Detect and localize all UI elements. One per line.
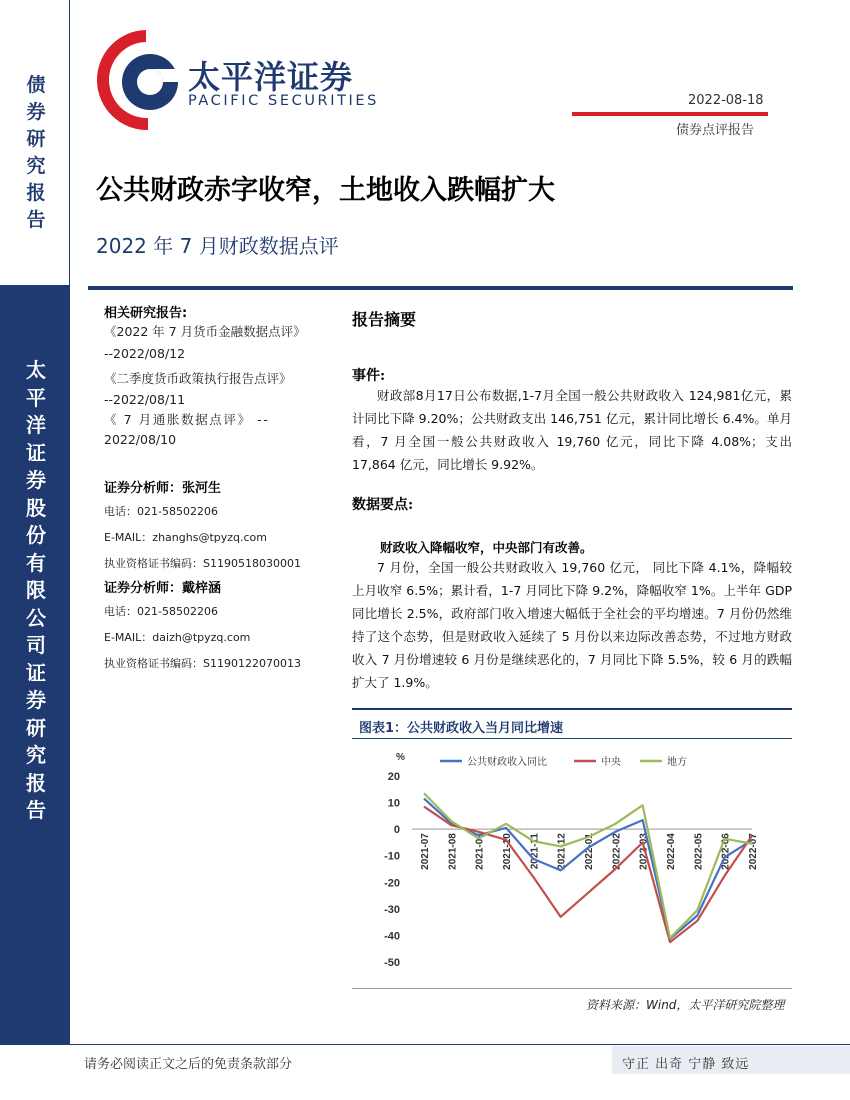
chart-xtick-label: 2021-10 <box>502 833 513 870</box>
date-divider <box>572 112 768 116</box>
chart-xtick-label: 2022-04 <box>666 833 677 870</box>
chart-legend-label: 地方 <box>667 757 687 768</box>
event-heading: 事件: <box>352 368 386 384</box>
chart-xtick-label: 2022-03 <box>638 833 650 870</box>
related-reports-heading: 相关研究报告: <box>104 306 188 321</box>
related-report-item: 《 7 月通胀数据点评》 -- <box>104 412 270 427</box>
chart-xtick-label: 2022-01 <box>584 833 595 870</box>
analyst-2-title: 证券分析师：戴梓涵 <box>104 581 222 596</box>
chart-xtick-label: 2022-07 <box>748 833 759 870</box>
related-report-date: --2022/08/11 <box>104 392 186 407</box>
page-title: 公共财政赤字收窄，土地收入跌幅扩大 <box>96 175 555 206</box>
chart-legend-label: 公共财政收入同比 <box>467 757 547 768</box>
analyst-2-phone: 电话：021-58502206 <box>104 605 218 618</box>
data-points-heading: 数据要点: <box>352 497 414 513</box>
chart-ytick-label: 0 <box>393 824 400 837</box>
related-report-date: --2022/08/12 <box>104 346 186 361</box>
sidebar-company-label: 太平洋证券股份有限公司证券研究报告 <box>26 358 46 822</box>
figure-bottom-rule <box>352 988 792 989</box>
figure-title: 图表1：公共财政收入当月同比增速 <box>359 721 564 736</box>
point-title: 财政收入降幅收窄，中央部门有改善。 <box>380 540 593 555</box>
figure-title-rule <box>352 738 792 739</box>
analyst-2-cert: 执业资格证书编码：S1190122070013 <box>104 657 301 670</box>
title-divider <box>88 286 793 290</box>
analyst-2-email: E-MAIL：daizh@tpyzq.com <box>104 631 251 644</box>
summary-heading: 报告摘要 <box>352 310 417 329</box>
chart-ytick-label: 10 <box>387 797 400 810</box>
analyst-1-title: 证券分析师：张河生 <box>104 481 222 496</box>
company-motto: 守正 出奇 宁静 致远 <box>622 1057 750 1072</box>
analyst-1-email: E-MAIL：zhanghs@tpyzq.com <box>104 531 268 544</box>
chart-ylabel: % <box>396 752 405 763</box>
chart-xtick-label: 2022-02 <box>611 833 623 870</box>
chart-xtick-label: 2021-12 <box>556 833 568 870</box>
figure-top-rule <box>352 708 792 710</box>
chart-xtick-label: 2022-05 <box>693 833 705 870</box>
chart-xtick-label: 2021-11 <box>529 833 541 870</box>
chart-ytick-label: -40 <box>384 930 400 943</box>
analyst-1-phone: 电话：021-58502206 <box>104 505 218 518</box>
related-report-item: 《二季度货币政策执行报告点评》 <box>104 371 292 386</box>
related-report-item: 《2022 年 7 月货币金融数据点评》 <box>104 324 306 339</box>
chart-ytick-label: -30 <box>384 903 400 916</box>
sidebar-report-category: 债券研究报告 <box>26 74 46 231</box>
figure-source: 资料来源：Wind，太平洋研究院整理 <box>586 998 785 1012</box>
brand-name-cn: 太平洋证券 <box>188 58 354 96</box>
page-subtitle: 2022 年 7 月财政数据点评 <box>96 234 339 258</box>
chart-ytick-label: -20 <box>384 877 400 890</box>
sidebar-top <box>0 0 70 285</box>
sidebar-bottom <box>0 285 70 1045</box>
chart-xtick-label: 2021-07 <box>420 833 431 870</box>
chart-ytick-label: -10 <box>384 850 400 863</box>
brand-name-en: PACIFIC SECURITIES <box>188 93 379 109</box>
footer-rule <box>70 1044 850 1045</box>
event-paragraph: 财政部8月17日公布数据,1-7月全国一般公共财政收入 124,981亿元，累计同比下降 9.20%；公共财政支出 146,751 亿元，累计同比增长 6.4%。单月看，7 月全国一般公共财政收入 19,760 亿元，同比下降 4.08%；支出 17,864 亿元，同比增长 9.92%。 <box>352 388 792 472</box>
chart-xtick-label: 2022-06 <box>720 833 732 870</box>
report-date: 2022-08-18 <box>688 93 764 108</box>
chart-xtick-label: 2021-08 <box>447 833 459 870</box>
revenue-growth-chart <box>352 742 792 986</box>
chart-xtick-label: 2021-09 <box>474 833 486 870</box>
point-paragraph: 7 月份，全国一般公共财政收入 19,760 亿元， 同比下降 4.1%，降幅较上月收窄 6.5%；累计看，1-7 月同比下降 9.2%，降幅收窄 1%。上半年 GDP 同比增长 2.5%，政府部门收入增速大幅低于全社会的平均增速。7 月份仍然维持了这个态势，但是财政收入延续了 5 月份以来边际改善态势，不过地方财政收入 7 月份增速较 6 月份是继续恶化的，7 月同比下降 5.5%，较 6 月的跌幅扩大了 1.9%。 <box>352 560 792 690</box>
analyst-1-cert: 执业资格证书编码：S1190518030001 <box>104 557 301 570</box>
report-type: 债券点评报告 <box>676 123 755 138</box>
chart-ytick-label: -50 <box>384 957 400 969</box>
chart-series-line <box>424 807 752 943</box>
chart-legend-label: 中央 <box>601 757 621 768</box>
related-report-date: 2022/08/10 <box>104 432 177 447</box>
disclaimer-text: 请务必阅读正文之后的免责条款部分 <box>84 1057 293 1072</box>
chart-ytick-label: 20 <box>387 771 400 783</box>
